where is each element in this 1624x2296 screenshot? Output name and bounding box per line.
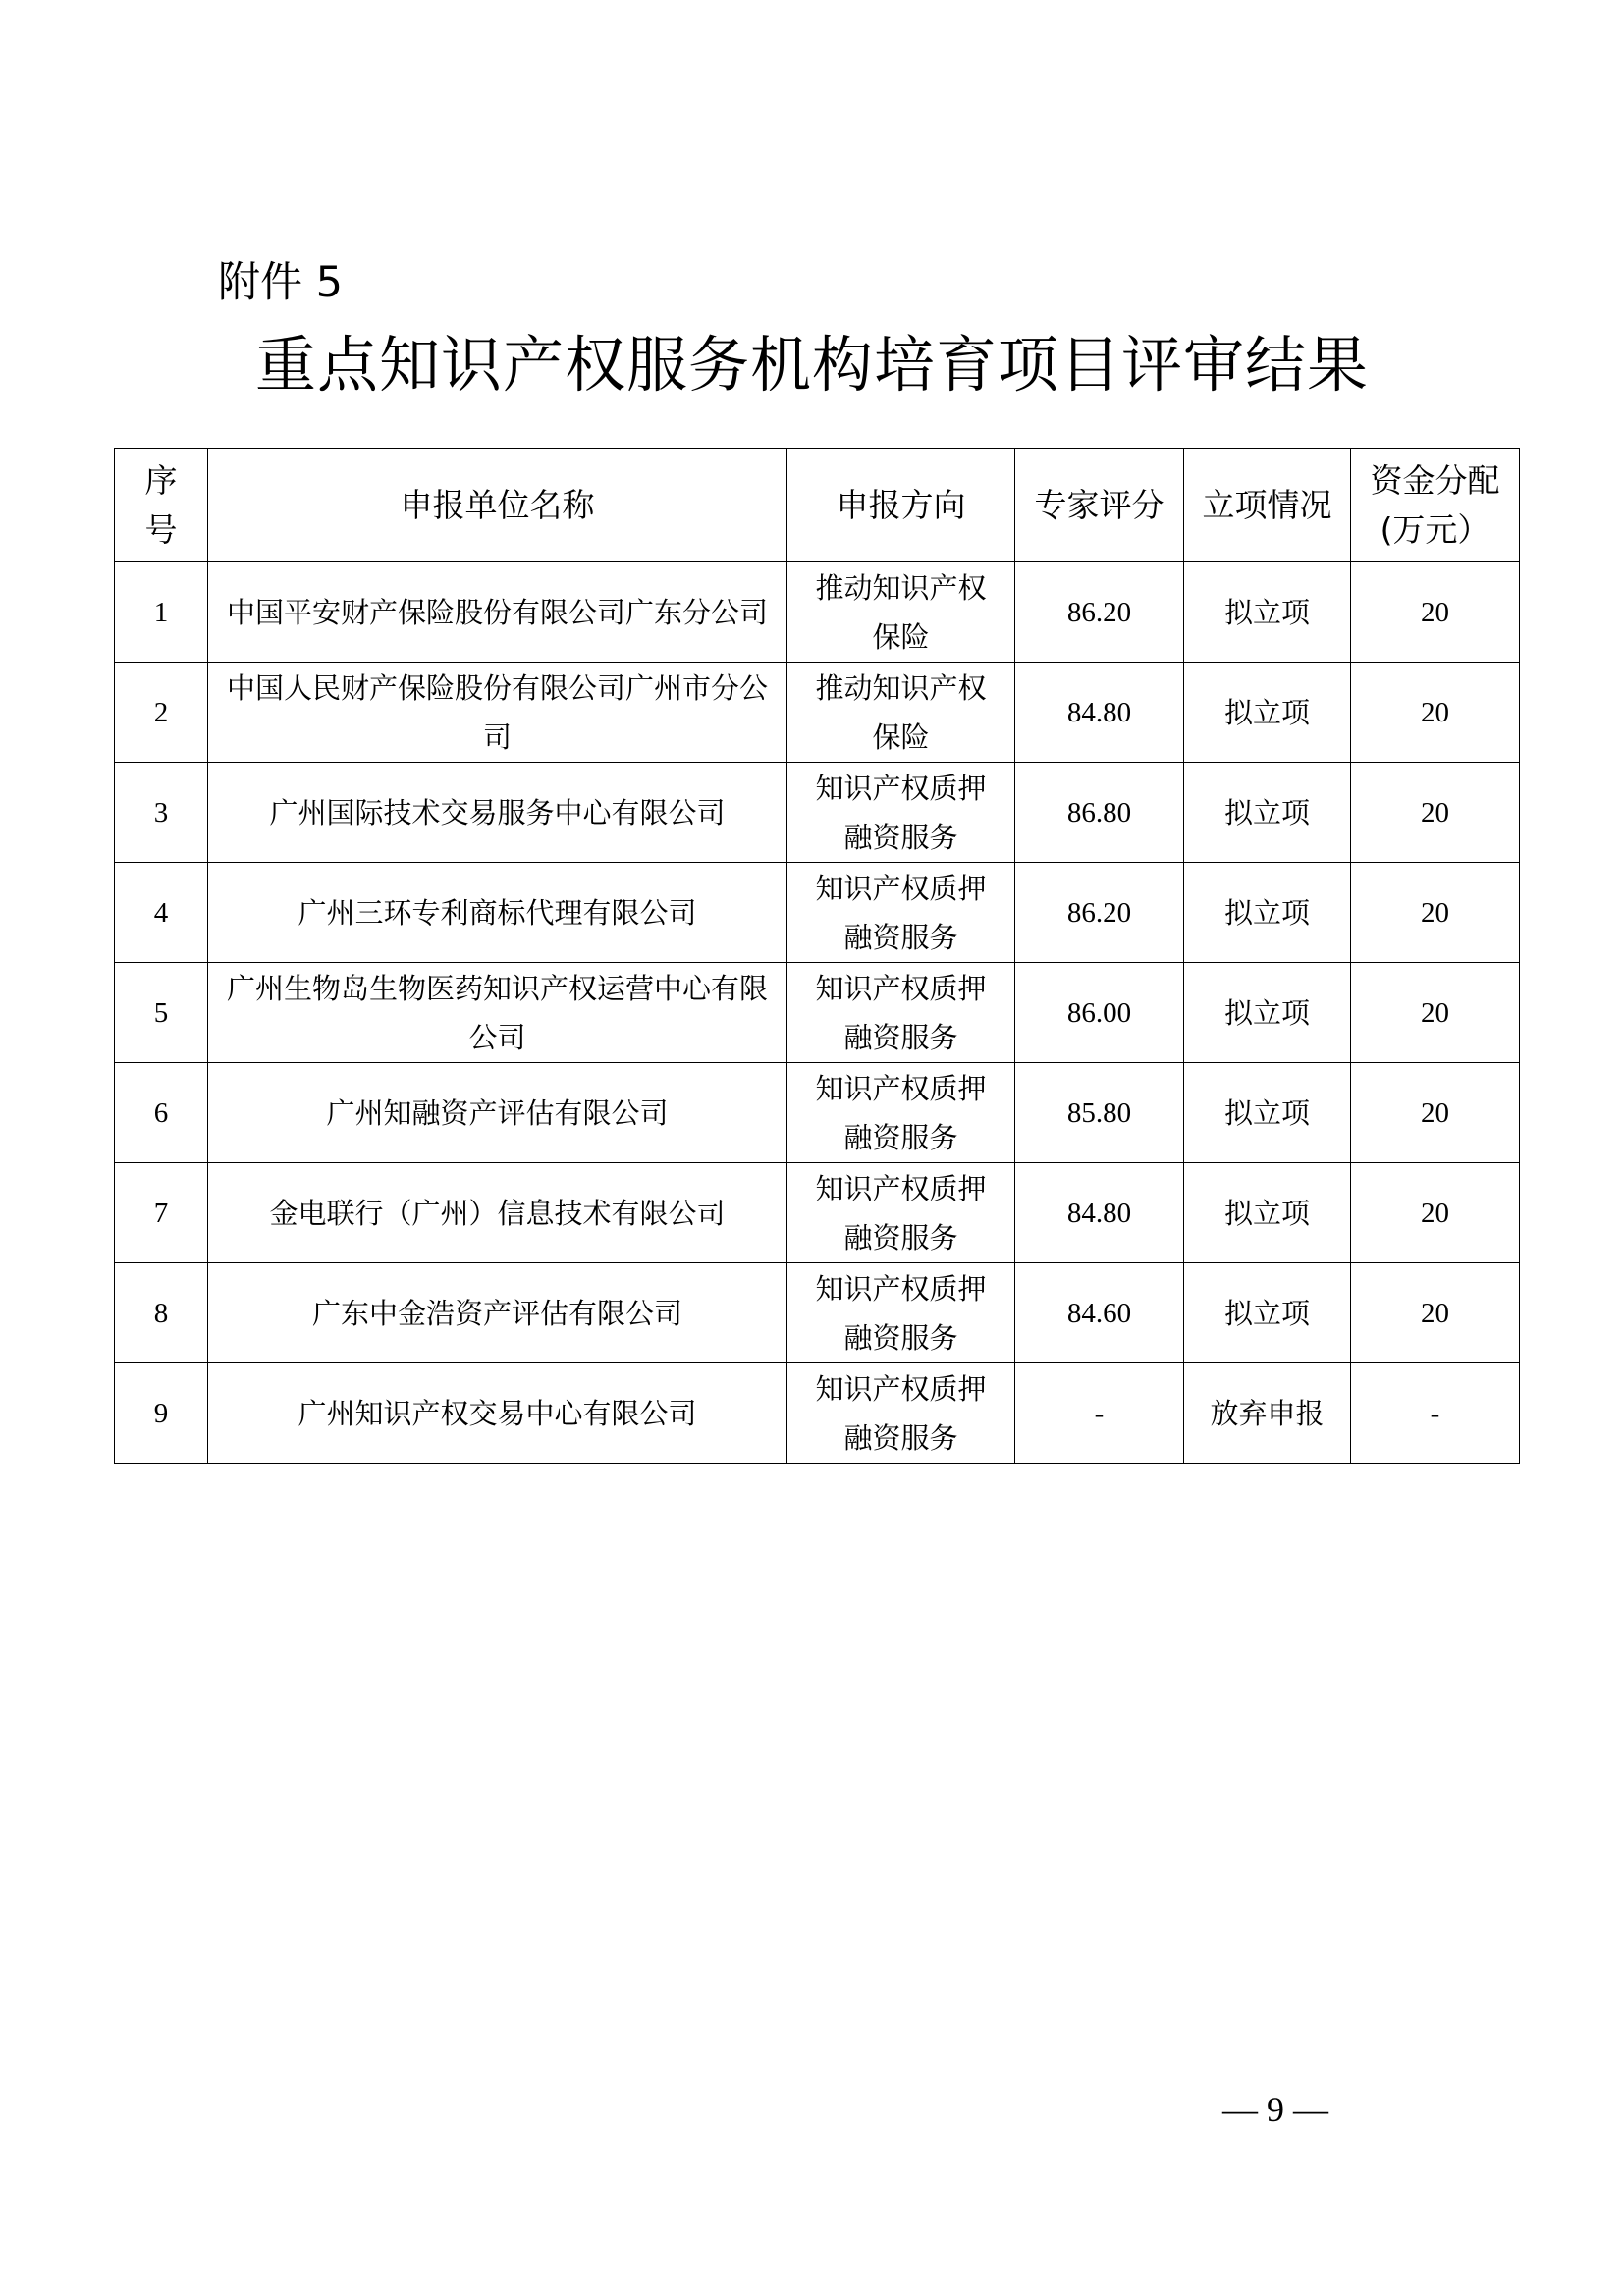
table-row	[115, 663, 1520, 763]
row-unit-name: 广州三环专利商标代理有限公司	[208, 863, 787, 963]
table-header-row	[115, 449, 1520, 562]
row-direction: 知识产权质押 融资服务	[787, 763, 1015, 863]
row-fund: 20	[1351, 663, 1520, 763]
col-header-unit-name: 申报单位名称	[208, 449, 787, 562]
row-fund: 20	[1351, 963, 1520, 1063]
row-no: 7	[115, 1163, 208, 1263]
row-direction: 知识产权质押 融资服务	[787, 863, 1015, 963]
row-unit-name: 中国平安财产保险股份有限公司广东分公司	[208, 562, 787, 663]
row-unit-name: 广州生物岛生物医药知识产权运营中心有限公司	[208, 963, 787, 1063]
row-direction: 推动知识产权 保险	[787, 562, 1015, 663]
row-score: 84.60	[1015, 1263, 1184, 1363]
table-row	[115, 863, 1520, 963]
row-status: 拟立项	[1184, 863, 1351, 963]
table-row	[115, 1263, 1520, 1363]
row-no: 4	[115, 863, 208, 963]
row-score: 84.80	[1015, 663, 1184, 763]
row-score: -	[1015, 1363, 1184, 1464]
row-status: 拟立项	[1184, 1163, 1351, 1263]
row-score: 86.00	[1015, 963, 1184, 1063]
row-status: 拟立项	[1184, 763, 1351, 863]
row-fund: 20	[1351, 1063, 1520, 1163]
row-score: 86.20	[1015, 863, 1184, 963]
table-row	[115, 1063, 1520, 1163]
row-direction: 推动知识产权 保险	[787, 663, 1015, 763]
review-result-table	[114, 448, 1520, 1464]
row-score: 86.20	[1015, 562, 1184, 663]
row-no: 9	[115, 1363, 208, 1464]
col-header-fund: 资金分配 (万元）	[1351, 449, 1520, 562]
row-no: 6	[115, 1063, 208, 1163]
row-status: 拟立项	[1184, 963, 1351, 1063]
row-fund: 20	[1351, 1263, 1520, 1363]
row-no: 8	[115, 1263, 208, 1363]
row-unit-name: 中国人民财产保险股份有限公司广州市分公司	[208, 663, 787, 763]
row-direction: 知识产权质押 融资服务	[787, 1063, 1015, 1163]
row-status: 拟立项	[1184, 1263, 1351, 1363]
row-status: 拟立项	[1184, 1063, 1351, 1163]
row-unit-name: 广东中金浩资产评估有限公司	[208, 1263, 787, 1363]
row-direction: 知识产权质押 融资服务	[787, 1163, 1015, 1263]
row-score: 85.80	[1015, 1063, 1184, 1163]
row-direction: 知识产权质押 融资服务	[787, 963, 1015, 1063]
row-status: 放弃申报	[1184, 1363, 1351, 1464]
row-unit-name: 广州知融资产评估有限公司	[208, 1063, 787, 1163]
col-header-no: 序 号	[115, 449, 208, 562]
row-unit-name: 金电联行（广州）信息技术有限公司	[208, 1163, 787, 1263]
row-no: 1	[115, 562, 208, 663]
table-row	[115, 562, 1520, 663]
row-no: 3	[115, 763, 208, 863]
row-fund: -	[1351, 1363, 1520, 1464]
row-direction: 知识产权质押 融资服务	[787, 1363, 1015, 1464]
row-no: 2	[115, 663, 208, 763]
row-unit-name: 广州国际技术交易服务中心有限公司	[208, 763, 787, 863]
document-title: 重点知识产权服务机构培育项目评审结果	[254, 329, 1369, 400]
col-header-direction: 申报方向	[787, 449, 1015, 562]
table-row	[115, 1163, 1520, 1263]
row-no: 5	[115, 963, 208, 1063]
row-score: 86.80	[1015, 763, 1184, 863]
table-row	[115, 763, 1520, 863]
row-fund: 20	[1351, 763, 1520, 863]
attachment-label: 附件 5	[218, 258, 344, 307]
row-unit-name: 广州知识产权交易中心有限公司	[208, 1363, 787, 1464]
col-header-status: 立项情况	[1184, 449, 1351, 562]
row-fund: 20	[1351, 562, 1520, 663]
row-status: 拟立项	[1184, 663, 1351, 763]
table-row	[115, 963, 1520, 1063]
row-fund: 20	[1351, 863, 1520, 963]
row-fund: 20	[1351, 1163, 1520, 1263]
row-status: 拟立项	[1184, 562, 1351, 663]
row-direction: 知识产权质押 融资服务	[787, 1263, 1015, 1363]
table-row	[115, 1363, 1520, 1464]
col-header-score: 专家评分	[1015, 449, 1184, 562]
row-score: 84.80	[1015, 1163, 1184, 1263]
page-number: — 9 —	[1222, 2090, 1328, 2129]
